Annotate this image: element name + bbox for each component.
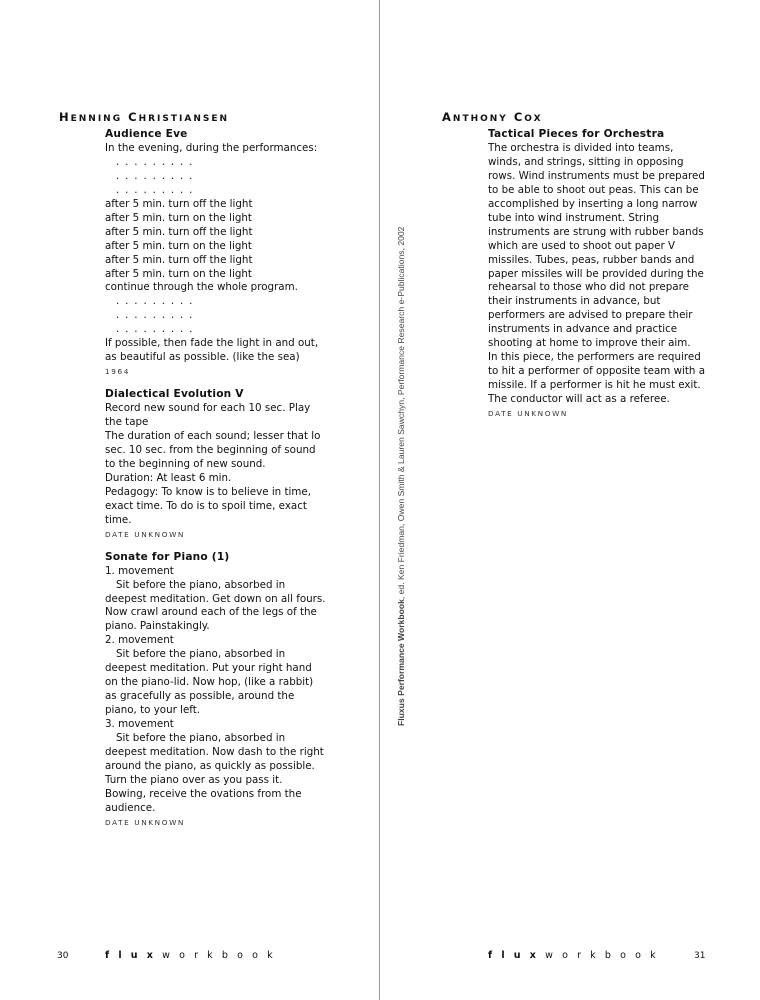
- text-line: to the beginning of new sound.: [105, 457, 266, 470]
- page-number-left: 30: [57, 951, 69, 961]
- text-line: missile. If a performer is hit he must exit.: [488, 379, 701, 392]
- piece-spacer: [105, 542, 345, 551]
- text-line: paper missiles will be provided during the: [488, 267, 704, 280]
- piece-title: Dialectical Evolution V: [105, 388, 244, 401]
- text-line: The orchestra is divided into teams,: [488, 141, 674, 154]
- text-line: around the piano, as quickly as possible.: [105, 759, 315, 772]
- text-line: accomplished by inserting a long narrow: [488, 197, 698, 210]
- ellipsis-line: . . . . . . . . .: [116, 169, 194, 182]
- text-line: Pedagogy: To know is to believe in time,: [105, 485, 312, 498]
- text-line: as gracefully as possible, around the: [105, 690, 295, 703]
- text-line: rows. Wind instruments must be prepared: [488, 169, 705, 182]
- page-gutter-divider: [379, 0, 380, 1000]
- date-label: DATE UNKNOWN: [488, 409, 568, 419]
- text-line: Sit before the piano, absorbed in: [116, 648, 286, 661]
- spine-citation: [396, 227, 406, 726]
- text-line: deepest meditation. Put your right hand: [105, 662, 312, 675]
- text-line: time.: [105, 513, 132, 526]
- footer-flux-right: flux: [488, 950, 546, 961]
- text-line: In the evening, during the performances:: [105, 141, 318, 154]
- text-line: Duration: At least 6 min.: [105, 471, 232, 484]
- date-label: DATE UNKNOWN: [105, 817, 185, 827]
- ellipsis-line: . . . . . . . . .: [116, 295, 194, 308]
- page-number-right: 31: [694, 951, 706, 961]
- text-line: The conductor will act as a referee.: [488, 393, 670, 406]
- text-line: shooting at home to improve their aim.: [488, 337, 691, 350]
- text-line: after 5 min. turn off the light: [105, 225, 253, 238]
- text-line: their instruments in advance, but: [488, 295, 661, 308]
- text-line: continue through the whole program.: [105, 281, 298, 294]
- spine-book-title: Fluxus Performance Workbook: [396, 599, 406, 726]
- text-line: after 5 min. turn off the light: [105, 253, 253, 266]
- text-line: after 5 min. turn on the light: [105, 211, 252, 224]
- text-line: piano, to your left.: [105, 704, 201, 717]
- footer-flux-left: flux: [105, 950, 163, 961]
- text-line: 1. movement: [105, 564, 174, 577]
- text-line: missiles. Tubes, peas, rubber bands and: [488, 253, 695, 266]
- text-line: Turn the piano over as you pass it.: [105, 773, 283, 786]
- text-line: Now crawl around each of the legs of the: [105, 606, 317, 619]
- footer-logo-left: [105, 950, 282, 961]
- text-line: Bowing, receive the ovations from the: [105, 787, 302, 800]
- text-line: the tape: [105, 416, 149, 429]
- text-line: instruments in advance and practice: [488, 323, 678, 336]
- text-line: after 5 min. turn on the light: [105, 267, 252, 280]
- piece-title: Tactical Pieces for Orchestra: [488, 128, 665, 140]
- text-line: sec. 10 sec. from the beginning of sound: [105, 443, 316, 456]
- text-line: audience.: [105, 801, 156, 814]
- text-line: as beautiful as possible. (like the sea): [105, 351, 300, 364]
- author-henning-christiansen: HENNING CHRISTIANSEN: [59, 110, 230, 124]
- text-line: If possible, then fade the light in and out,: [105, 337, 319, 350]
- text-line: In this piece, the performers are required: [488, 351, 701, 364]
- author-anthony-cox: ANTHONY COX: [442, 110, 543, 124]
- text-line: deepest meditation. Get down on all fours.: [105, 592, 326, 605]
- piece-title: Audience Eve: [105, 128, 188, 140]
- text-line: exact time. To do is to spoil time, exact: [105, 499, 307, 512]
- text-line: Sit before the piano, absorbed in: [116, 578, 286, 591]
- piece-spacer: [105, 379, 345, 388]
- text-line: to hit a performer of opposite team with a: [488, 365, 705, 378]
- text-line: which are used to shoot out paper V: [488, 239, 676, 252]
- text-line: on the piano-lid. Now hop, (like a rabbit): [105, 676, 314, 689]
- footer-workbook-left: workbook: [162, 950, 282, 961]
- text-line: tube into wind instrument. String: [488, 211, 660, 224]
- ellipsis-line: . . . . . . . . .: [116, 309, 194, 322]
- text-line: winds, and strings, sitting in opposing: [488, 155, 684, 168]
- spine-citation-details: , ed. Ken Friedman, Owen Smith & Lauren Sawchyn, Performance Research e-Publications, 2002: [396, 226, 406, 600]
- text-line: rehearsal to those who did not prepare: [488, 281, 689, 294]
- text-line: performers are advised to prepare their: [488, 309, 693, 322]
- text-line: The duration of each sound; lesser that lo: [105, 430, 321, 443]
- right-column: [488, 128, 728, 421]
- left-column: [105, 128, 345, 830]
- text-line: piano. Painstakingly.: [105, 620, 210, 633]
- ellipsis-line: . . . . . . . . .: [116, 155, 194, 168]
- date-label: 1964: [105, 367, 130, 377]
- text-line: after 5 min. turn off the light: [105, 197, 253, 210]
- text-line: Record new sound for each 10 sec. Play: [105, 402, 311, 415]
- ellipsis-line: . . . . . . . . .: [116, 323, 194, 336]
- ellipsis-line: . . . . . . . . .: [116, 183, 194, 196]
- footer-logo-right: [488, 950, 665, 961]
- text-line: 2. movement: [105, 634, 174, 647]
- text-line: after 5 min. turn on the light: [105, 239, 252, 252]
- text-line: to be able to shoot out peas. This can be: [488, 183, 699, 196]
- text-line: 3. movement: [105, 718, 174, 731]
- piece-title: Sonate for Piano (1): [105, 550, 230, 563]
- text-line: deepest meditation. Now dash to the right: [105, 745, 324, 758]
- date-label: DATE UNKNOWN: [105, 529, 185, 539]
- text-line: instruments are strung with rubber bands: [488, 225, 704, 238]
- text-line: Sit before the piano, absorbed in: [116, 732, 286, 745]
- footer-workbook-right: workbook: [545, 950, 665, 961]
